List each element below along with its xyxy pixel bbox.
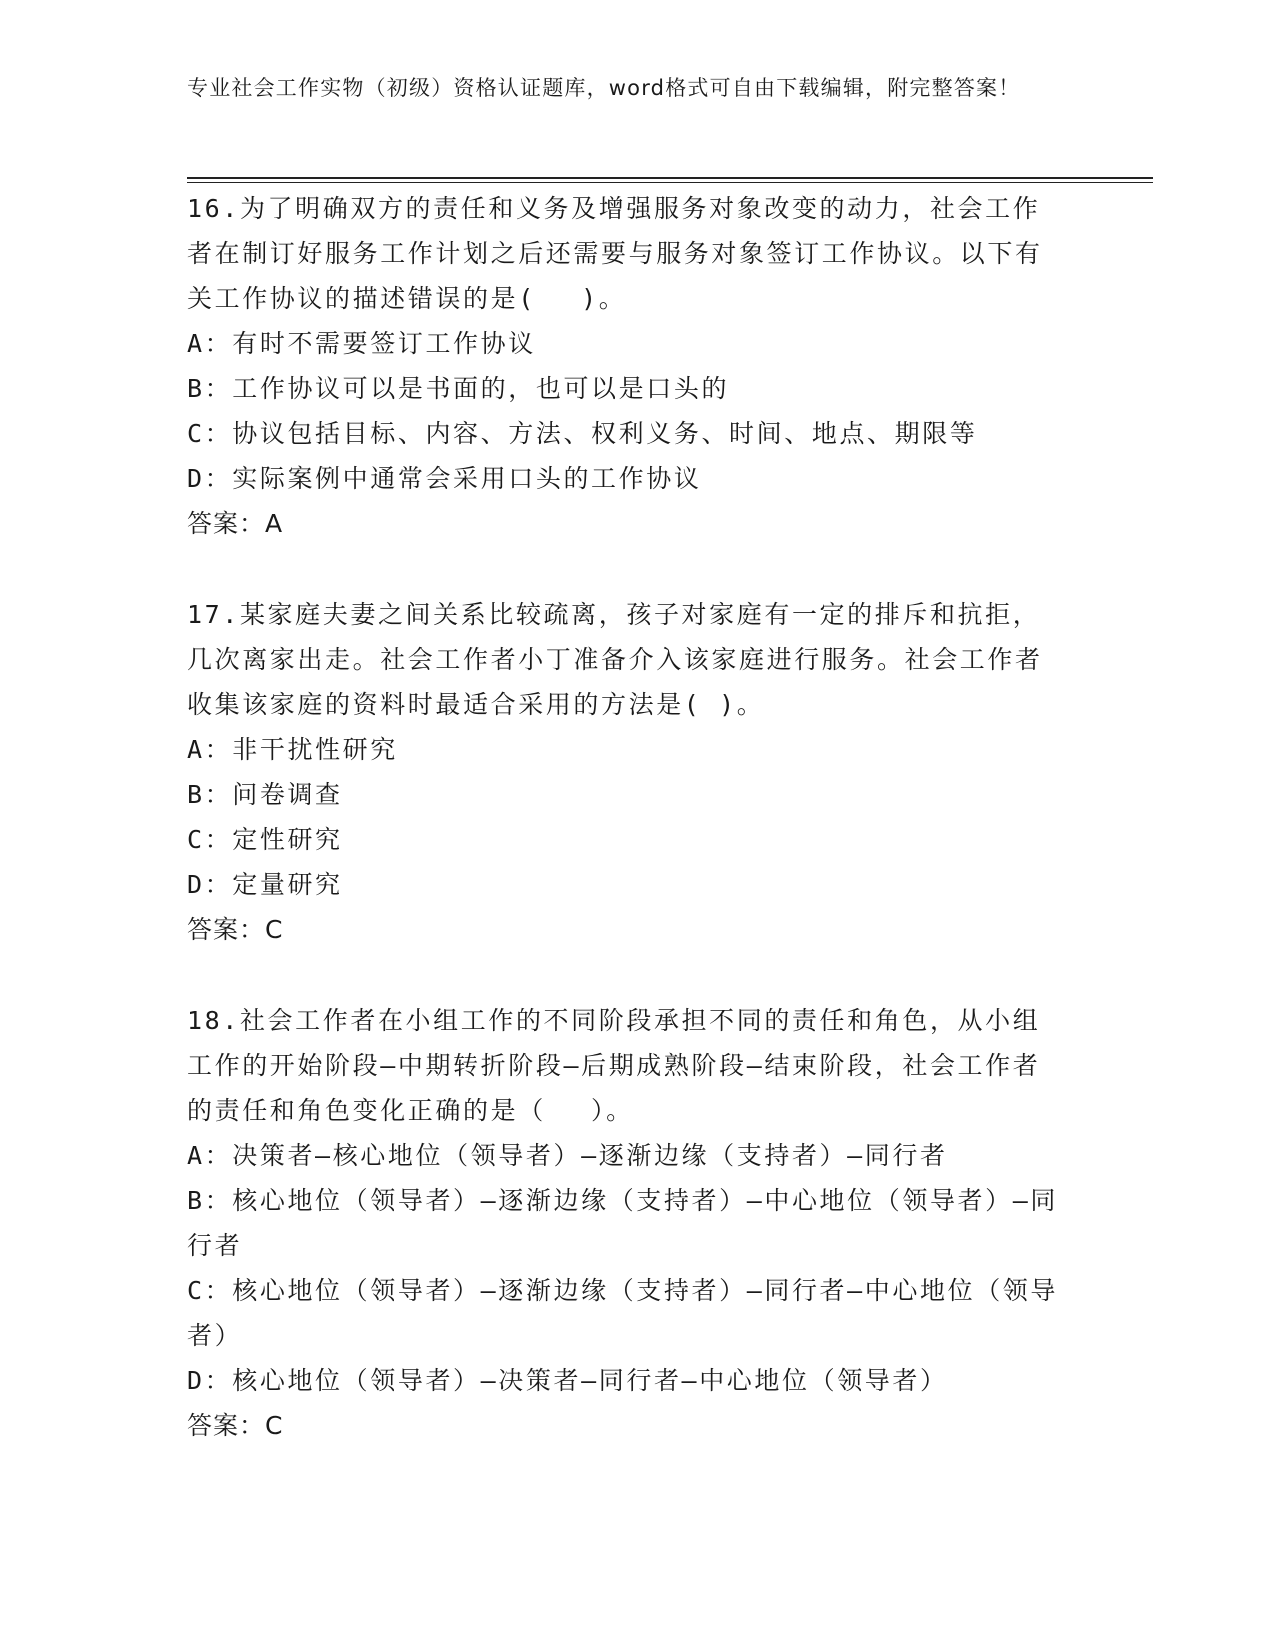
option-b: B：问卷调查 <box>187 780 343 809</box>
option-b: B：工作协议可以是书面的，也可以是口头的 <box>187 374 730 403</box>
option-d: D：定量研究 <box>187 870 343 899</box>
answer: 答案：C <box>187 915 284 944</box>
question-stem: 16.为了明确双方的责任和义务及增强服务对象改变的动力，社会工作者在制订好服务工作计划之后还需要与服务对象签订工作协议。以下有关工作协议的描述错误的是( )。 <box>187 194 1043 313</box>
option-c: C：核心地位（领导者）—逐渐边缘（支持者）—同行者—中心地位（领导者） <box>187 1276 1059 1350</box>
question-16 <box>187 186 1067 546</box>
option-a: A：有时不需要签订工作协议 <box>187 329 536 358</box>
header-divider <box>187 177 1153 183</box>
option-c: C：协议包括目标、内容、方法、权利义务、时间、地点、期限等 <box>187 419 978 448</box>
question-stem: 18.社会工作者在小组工作的不同阶段承担不同的责任和角色，从小组工作的开始阶段—中期转折阶段—后期成熟阶段—结束阶段，社会工作者的责任和角色变化正确的是（ ）。 <box>187 1006 1041 1125</box>
option-d: D：核心地位（领导者）—决策者—同行者—中心地位（领导者） <box>187 1366 948 1395</box>
option-a: A：非干扰性研究 <box>187 735 398 764</box>
answer: 答案：C <box>187 1411 284 1440</box>
question-stem: 17.某家庭夫妻之间关系比较疏离，孩子对家庭有一定的排斥和抗拒，几次离家出走。社会工作者小丁准备介入该家庭进行服务。社会工作者收集该家庭的资料时最适合采用的方法是( )。 <box>187 600 1043 719</box>
option-a: A：决策者—核心地位（领导者）—逐渐边缘（支持者）—同行者 <box>187 1141 948 1170</box>
option-d: D：实际案例中通常会采用口头的工作协议 <box>187 464 702 493</box>
header-note: 专业社会工作实物（初级）资格认证题库，word格式可自由下载编辑，附完整答案！ <box>187 76 1021 100</box>
question-18 <box>187 998 1067 1448</box>
option-c: C：定性研究 <box>187 825 343 854</box>
option-b: B：核心地位（领导者）—逐渐边缘（支持者）—中心地位（领导者）—同行者 <box>187 1186 1059 1260</box>
answer: 答案：A <box>187 509 284 538</box>
question-17 <box>187 592 1067 952</box>
